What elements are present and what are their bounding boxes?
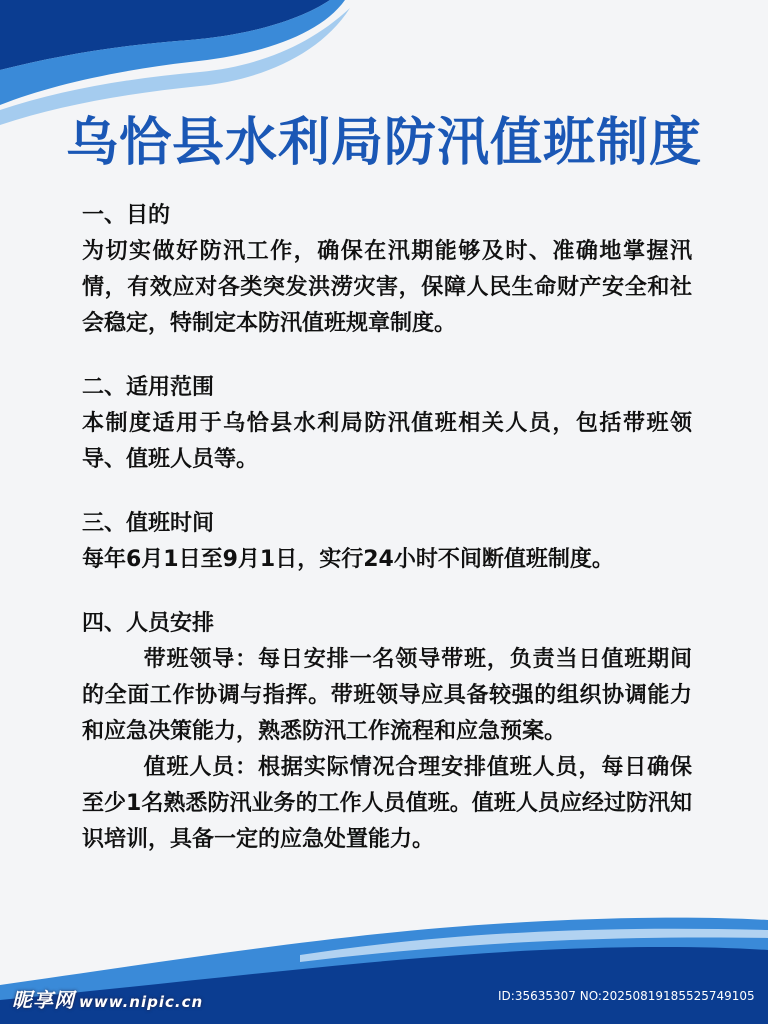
section-heading: 二、适用范围 [82,375,215,400]
section-duty-time [82,506,692,578]
section-paragraph: 为切实做好防汛工作，确保在汛期能够及时、准确地掌握汛情，有效应对各类突发洪涝灾害，保障人民生命财产安全和社会稳定，特制定本防汛值班规章制度。 [82,239,692,336]
section-scope [82,370,692,478]
section-paragraph: 带班领导：每日安排一名领导带班，负责当日值班期间的全面工作协调与指挥。带班领导应具备较强的组织协调能力和应急决策能力，熟悉防汛工作流程和应急预案。 [82,647,692,744]
page-title: 乌恰县水利局防汛值班制度 [65,113,702,173]
section-paragraph: 本制度适用于乌恰县水利局防汛值班相关人员，包括带班领导、值班人员等。 [82,411,692,472]
section-paragraph: 值班人员：根据实际情况合理安排值班人员，每日确保至少1名熟悉防汛业务的工作人员值班。值班人员应经过防汛知识培训，具备一定的应急处置能力。 [82,755,692,852]
document-body [82,198,692,886]
section-heading: 四、人员安排 [82,611,215,636]
section-purpose [82,198,692,342]
section-staffing [82,606,692,858]
image-id-text: ID:35635307 NO:20250819185525749105 [498,989,755,1003]
watermark-url: www.nipic.cn [79,993,204,1011]
watermark-logo [12,984,203,1013]
section-heading: 一、目的 [82,203,171,228]
section-heading: 三、值班时间 [82,511,215,536]
section-paragraph: 每年6月1日至9月1日，实行24小时不间断值班制度。 [82,547,614,572]
watermark-brand: 昵享网 [12,988,75,1012]
